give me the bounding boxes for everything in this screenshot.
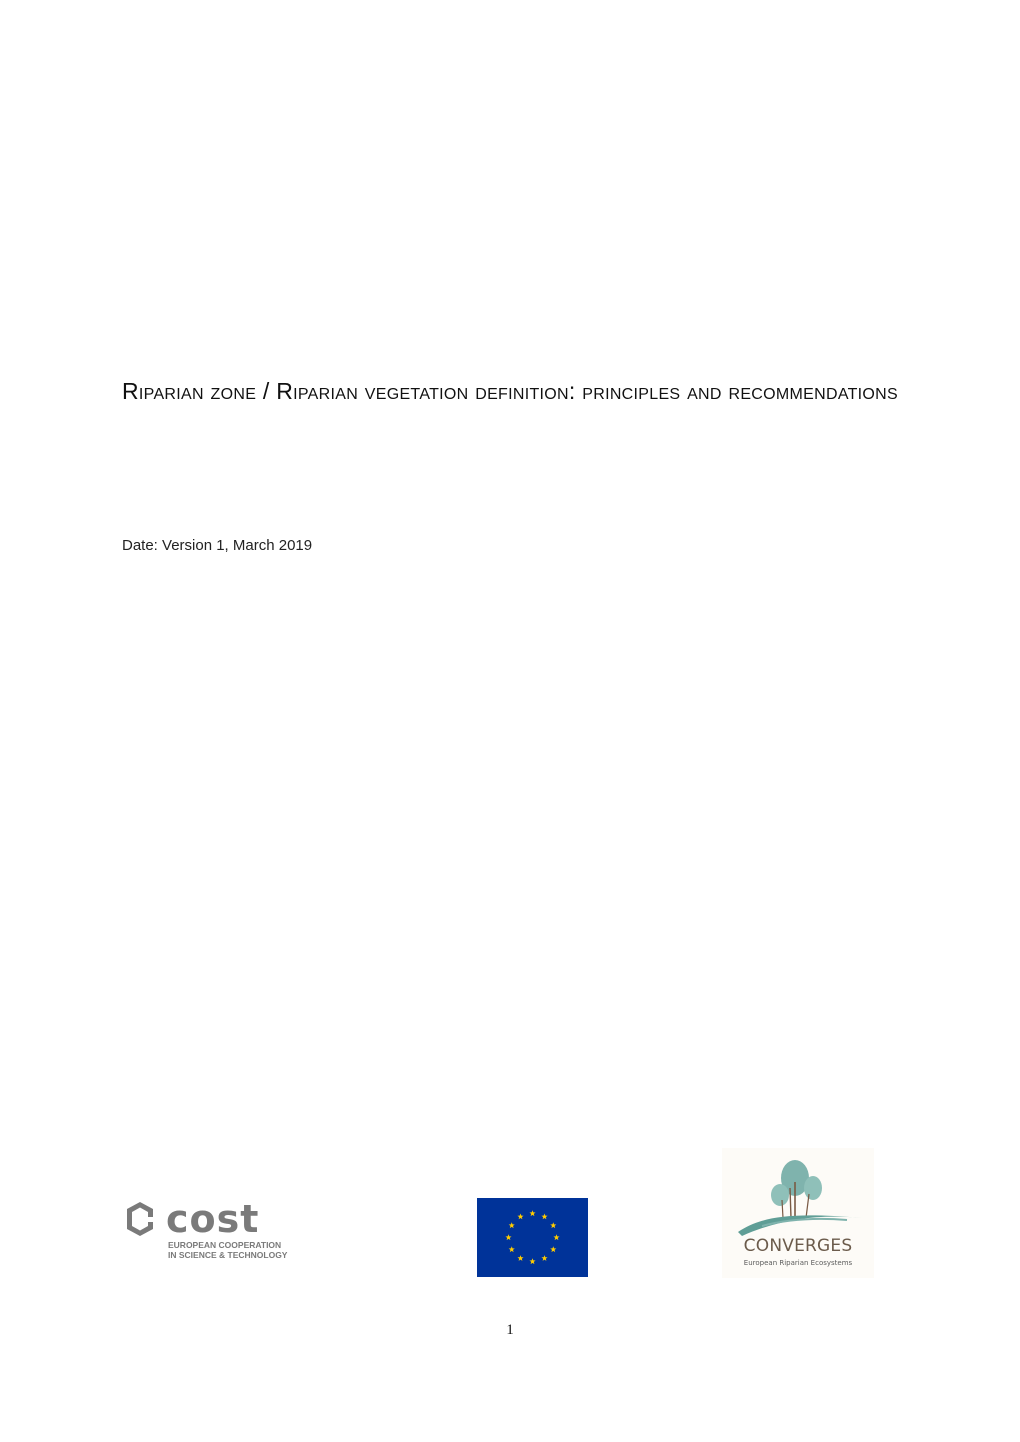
cost-tagline-line1: EUROPEAN COOPERATION — [168, 1240, 282, 1250]
converges-logo — [722, 1148, 874, 1278]
cost-logo — [120, 1196, 295, 1266]
eu-flag-graphic — [477, 1198, 588, 1277]
converges-name: CONVERGES — [743, 1236, 853, 1256]
eu-flag-field — [477, 1198, 588, 1277]
converges-subtitle: European Riparian Ecosystems — [743, 1259, 853, 1267]
cost-logo-graphic — [120, 1196, 295, 1266]
converges-tree-icon — [722, 1148, 874, 1238]
page-number: 1 — [506, 1322, 514, 1338]
eu-flag — [477, 1198, 588, 1277]
date-line: Date: Version 1, March 2019 — [122, 537, 313, 554]
cost-wordmark: cost — [166, 1197, 260, 1241]
cost-tagline-line2: IN SCIENCE & TECHNOLOGY — [168, 1250, 288, 1260]
document-title: Riparian zone / Riparian vegetation definition: principles and recommendations — [122, 378, 898, 404]
